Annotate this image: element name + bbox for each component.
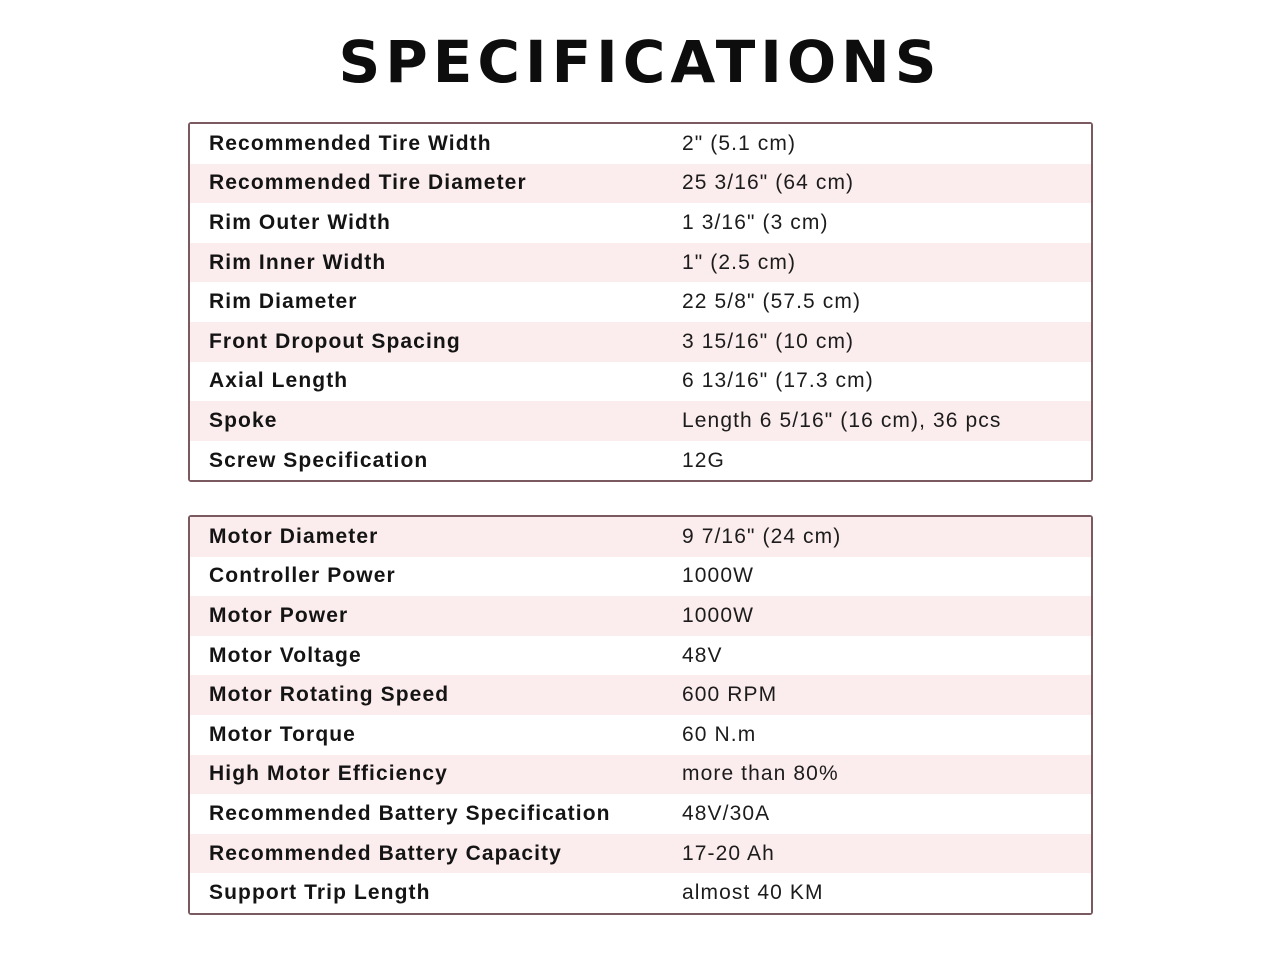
table-row [190,282,1091,322]
table-row [190,557,1091,597]
spec-label: Recommended Tire Width [209,131,492,155]
spec-value: 1000W [682,564,755,588]
spec-value: Length 6 5/16" (16 cm), 36 pcs [682,408,1002,432]
spec-value: 25 3/16" (64 cm) [682,171,855,195]
table-row [190,203,1091,243]
spec-value: 3 15/16" (10 cm) [682,329,855,353]
spec-value: 600 RPM [682,683,778,707]
table-row [190,517,1091,557]
spec-label: Axial Length [209,369,349,393]
spec-label: Front Dropout Spacing [209,329,461,353]
spec-label: Support Trip Length [209,881,431,905]
table-row [190,794,1091,834]
spec-value: 48V [682,643,723,667]
spec-value: 60 N.m [682,722,757,746]
spec-value: 2" (5.1 cm) [682,131,797,155]
spec-label: High Motor Efficiency [209,762,448,786]
table-row [190,636,1091,676]
table-row [190,164,1091,204]
spec-label: Recommended Battery Capacity [209,841,562,865]
spec-label: Motor Torque [209,722,356,746]
table-row [190,596,1091,636]
spec-label: Rim Inner Width [209,250,387,274]
page-title: SPECIFICATIONS [338,28,942,96]
table-row [190,243,1091,283]
spec-label: Recommended Tire Diameter [209,171,527,195]
spec-value: 17-20 Ah [682,841,775,865]
spec-value: more than 80% [682,762,839,786]
spec-label: Recommended Battery Specification [209,801,611,825]
spec-label: Controller Power [209,564,396,588]
spec-label: Motor Power [209,603,349,627]
table-row [190,322,1091,362]
spec-value: 1" (2.5 cm) [682,250,797,274]
table-row [190,873,1091,913]
spec-label: Rim Outer Width [209,210,391,234]
spec-table-wheel [188,122,1093,482]
spec-value: 12G [682,448,725,472]
table-row [190,834,1091,874]
table-row [190,441,1091,481]
spec-label: Motor Voltage [209,643,362,667]
spec-label: Motor Diameter [209,524,379,548]
spec-value: 48V/30A [682,801,771,825]
spec-label: Screw Specification [209,448,429,472]
spec-label: Rim Diameter [209,290,358,314]
spec-value: 1000W [682,603,755,627]
spec-value: almost 40 KM [682,881,824,905]
spec-value: 1 3/16" (3 cm) [682,210,829,234]
table-row [190,124,1091,164]
table-row [190,675,1091,715]
table-row [190,715,1091,755]
table-row [190,362,1091,402]
spec-table-motor [188,515,1093,915]
table-row [190,755,1091,795]
spec-label: Motor Rotating Speed [209,683,450,707]
spec-value: 22 5/8" (57.5 cm) [682,290,862,314]
spec-value: 6 13/16" (17.3 cm) [682,369,874,393]
table-row [190,401,1091,441]
spec-value: 9 7/16" (24 cm) [682,524,842,548]
spec-label: Spoke [209,408,278,432]
